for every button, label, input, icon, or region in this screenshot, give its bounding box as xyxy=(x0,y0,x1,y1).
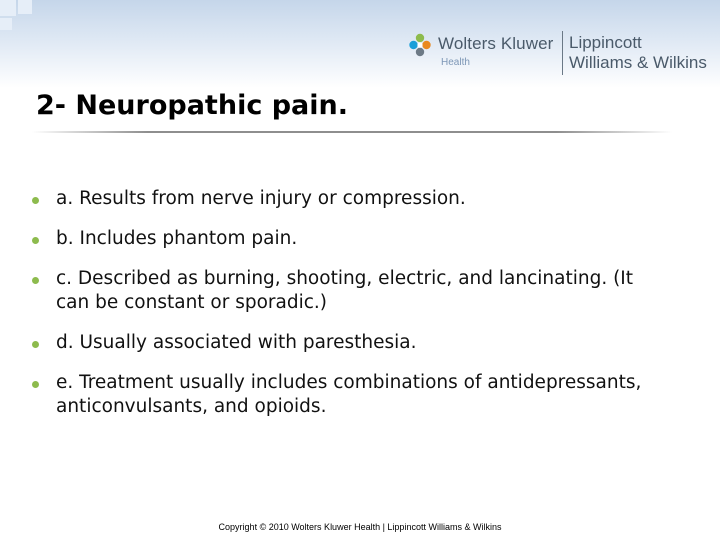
logo-company-name: Wolters Kluwer xyxy=(438,34,554,53)
bullet-dot-icon xyxy=(32,277,39,284)
bullet-item xyxy=(30,187,670,211)
bullet-text: d. Usually associated with paresthesia. xyxy=(56,332,417,353)
bullet-dot-icon xyxy=(32,341,39,348)
bullet-item xyxy=(30,227,670,251)
logo-imprint-line-2: Williams & Wilkins xyxy=(569,53,707,72)
title-underline xyxy=(32,131,672,133)
bullet-text: b. Includes phantom pain. xyxy=(56,228,298,249)
bullet-text: c. Described as burning, shooting, electric, and lancinating. (It can be constant or sporadic.) xyxy=(56,268,634,313)
bullet-text: e. Treatment usually includes combinations of antidepressants, anticonvulsants, and opioids. xyxy=(56,372,642,417)
wolters-kluwer-logo-icon xyxy=(407,32,433,58)
bullet-dot-icon xyxy=(32,197,39,204)
bullet-item xyxy=(30,331,670,355)
bullet-list xyxy=(30,187,670,435)
slide-title: 2- Neuropathic pain. xyxy=(36,90,349,121)
logo-divider xyxy=(562,31,563,75)
publisher-logo xyxy=(407,27,717,79)
bullet-item xyxy=(30,371,670,419)
bullet-text: a. Results from nerve injury or compression. xyxy=(56,188,466,209)
bullet-item xyxy=(30,267,670,315)
logo-division-name: Health xyxy=(441,57,470,68)
copyright-footer: Copyright © 2010 Wolters Kluwer Health | Lippincott Williams & Wilkins xyxy=(218,522,502,532)
logo-imprint-line-1: Lippincott xyxy=(569,33,642,52)
bullet-dot-icon xyxy=(32,381,39,388)
bullet-dot-icon xyxy=(32,237,39,244)
